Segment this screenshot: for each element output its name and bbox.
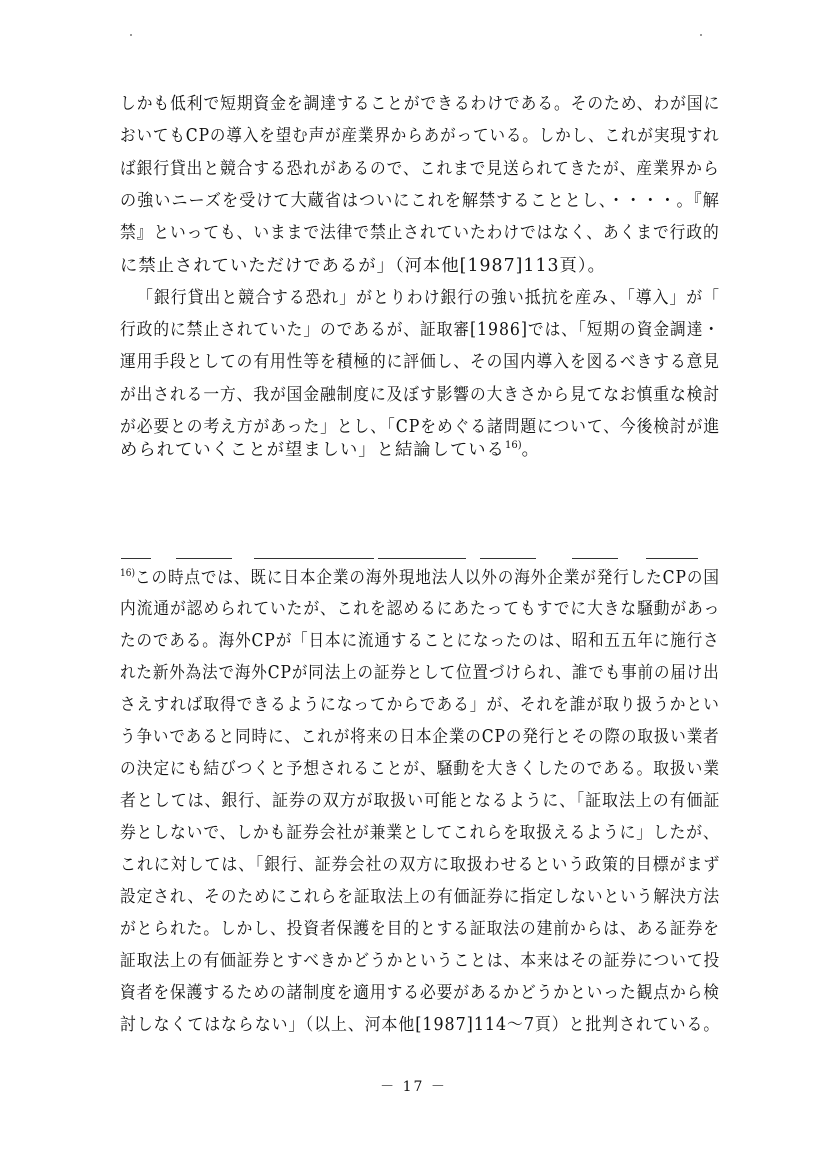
footnote-divider	[646, 558, 698, 559]
footnote-line: 証取法上の有価証券とすべきかどうかということは、本来はその証券について投	[120, 951, 721, 971]
main-text-line: の強いニーズを受けて大蔵省はついにこれを解禁することとし、・・・・。『解	[120, 191, 720, 211]
main-text-last-line-body: められていくことが望ましい」と結論している	[120, 439, 505, 460]
footnote-line: さえすれば取得できるようになってからである」が、それを誰が取り扱うかとい	[120, 695, 720, 715]
footnote-divider	[176, 558, 232, 559]
footnote-line: 資者を保護するための諸制度を適用する必要があるかどうかといった観点から検	[120, 983, 720, 1003]
footnote-first-line-text: この時点では、既に日本企業の海外現地法人以外の海外企業が発行したCPの国	[134, 567, 720, 588]
main-text-line: おいてもCPの導入を望む声が産業界からあがっている。しかし、これが実現すれ	[120, 126, 720, 146]
scan-speck	[700, 34, 702, 36]
main-text-line: 「銀行貸出と競合する恐れ」がとりわけ銀行の強い抵抗を産み、「導入」が「	[137, 288, 721, 308]
footnote-divider	[480, 558, 536, 559]
footnote-divider	[254, 558, 374, 559]
main-text-line: 禁』といっても、いままで法律で禁止されていたわけではなく、あくまで行政的	[120, 223, 720, 243]
footnote-divider	[378, 558, 466, 559]
footnote-line: う争いであると同時に、これが将来の日本企業のCPの発行とその際の取扱い業者	[120, 727, 720, 747]
main-text-line: に禁止されていただけであるが」（河本他[1987]113頁）。	[120, 256, 606, 276]
footnote-line	[120, 569, 720, 587]
footnote-divider	[572, 558, 618, 559]
main-text-line: が必要との考え方があった」とし、「CPをめぐる諸問題について、今後検討が進	[120, 417, 721, 437]
footnote-marker: 16)	[120, 568, 135, 579]
footnote-line: 設定され、そのためにこれらを証取法上の有価証券に指定しないという解決方法	[120, 887, 720, 907]
main-text-line: しかも低利で短期資金を調達することができるわけである。そのため、わが国に	[120, 94, 721, 114]
footnote-line: れた新外為法で海外CPが同法上の証券として位置づけられ、誰でも事前の届け出	[120, 663, 720, 683]
footnote-line: がとられた。しかし、投資者保護を目的とする証取法の建前からは、ある証券を	[120, 919, 720, 939]
main-text-line: が出される一方、我が国金融制度に及ぼす影響の大きさから見てなお慎重な検討	[120, 385, 720, 405]
footnote-divider	[121, 558, 151, 559]
footnote-line: の決定にも結びつくと予想されることが、騒動を大きくしたのである。取扱い業	[120, 759, 720, 779]
main-text-last-line	[120, 441, 540, 459]
main-text-line: ば銀行貸出と競合する恐れがあるので、これまで見送られてきたが、産業界から	[120, 159, 720, 179]
page-number: － 17 －	[380, 1079, 447, 1095]
footnote-line: 討しなくてはならない」（以上、河本他[1987]114～7頁）と批判されている。	[120, 1015, 721, 1035]
footnote-line: 者としては、銀行、証券の双方が取扱い可能となるように、「証取法上の有価証	[120, 791, 721, 811]
scan-speck	[130, 34, 132, 36]
footnote-line: これに対しては、「銀行、証券会社の双方に取扱わせるという政策的目標がまず	[120, 855, 721, 875]
footnote-line: 券としないで、しかも証券会社が兼業としてこれらを取扱えるように」したが、	[120, 823, 720, 843]
main-text-line: 行政的に禁止されていた」のであるが、証取審[1986]では、「短期の資金調達・	[120, 320, 721, 340]
footnote-reference[interactable]: 16)	[504, 440, 522, 451]
footnote-line: たのである。海外CPが「日本に流通することになったのは、昭和五五年に施行さ	[120, 631, 720, 651]
main-text-line: 運用手段としての有用性等を積極的に評価し、その国内導入を図るべきする意見	[120, 352, 720, 372]
main-text-last-line-end: 。	[521, 439, 540, 460]
footnote-line: 内流通が認められていたが、これを認めるにあたってもすでに大きな騒動があっ	[120, 599, 721, 619]
